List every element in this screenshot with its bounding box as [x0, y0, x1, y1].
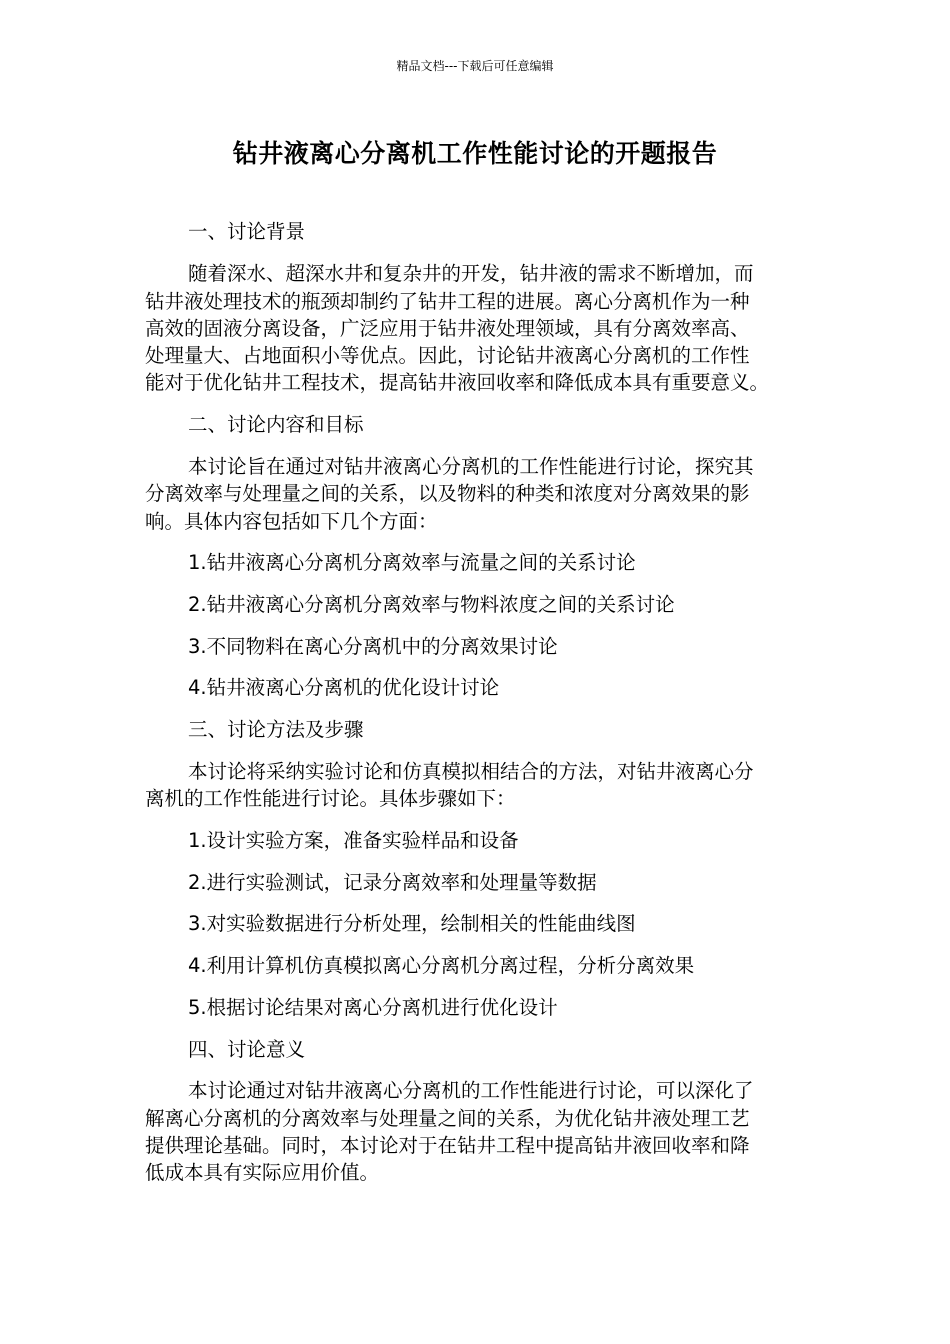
paragraph-line: 处理量大、占地面积小等优点。因此，讨论钻井液离心分离机的工作性 [145, 344, 750, 367]
section-heading: 二、讨论内容和目标 [188, 413, 364, 436]
list-item: 1.钻井液离心分离机分离效率与流量之间的关系讨论 [188, 551, 636, 574]
paragraph-line: 本讨论通过对钻井液离心分离机的工作性能进行讨论，可以深化了 [188, 1079, 754, 1102]
paragraph-line: 响。具体内容包括如下几个方面： [145, 510, 438, 533]
list-item: 3.不同物料在离心分离机中的分离效果讨论 [188, 635, 558, 658]
paragraph-line: 高效的固液分离设备，广泛应用于钻井液处理领域，具有分离效率高、 [145, 317, 750, 340]
paragraph-line: 提供理论基础。同时，本讨论对于在钻井工程中提高钻井液回收率和降 [145, 1134, 750, 1157]
paragraph-line: 离机的工作性能进行讨论。具体步骤如下： [145, 787, 516, 810]
list-item: 3.对实验数据进行分析处理，绘制相关的性能曲线图 [188, 912, 636, 935]
list-item: 4.利用计算机仿真模拟离心分离机分离过程，分析分离效果 [188, 954, 695, 977]
section-heading: 三、讨论方法及步骤 [188, 718, 364, 741]
paragraph-line: 能对于优化钻井工程技术，提高钻井液回收率和降低成本具有重要意义。 [145, 371, 770, 394]
paragraph-line: 本讨论将采纳实验讨论和仿真模拟相结合的方法，对钻井液离心分 [188, 760, 754, 783]
section-heading: 一、讨论背景 [188, 220, 306, 243]
paragraph-line: 随着深水、超深水井和复杂井的开发，钻井液的需求不断增加，而 [188, 262, 754, 285]
document-title: 钻井液离心分离机工作性能讨论的开题报告 [232, 139, 718, 168]
page-header: 精品文档---下载后可任意编辑 [396, 59, 554, 73]
list-item: 4.钻井液离心分离机的优化设计讨论 [188, 676, 500, 699]
list-item: 5.根据讨论结果对离心分离机进行优化设计 [188, 996, 558, 1019]
list-item: 2.进行实验测试，记录分离效率和处理量等数据 [188, 871, 597, 894]
paragraph-line: 分离效率与处理量之间的关系，以及物料的种类和浓度对分离效果的影 [145, 482, 750, 505]
list-item: 2.钻井液离心分离机分离效率与物料浓度之间的关系讨论 [188, 593, 675, 616]
list-item: 1.设计实验方案，准备实验样品和设备 [188, 829, 519, 852]
paragraph-line: 钻井液处理技术的瓶颈却制约了钻井工程的进展。离心分离机作为一种 [145, 290, 750, 313]
paragraph-line: 本讨论旨在通过对钻井液离心分离机的工作性能进行讨论，探究其 [188, 455, 754, 478]
paragraph-line: 解离心分离机的分离效率与处理量之间的关系，为优化钻井液处理工艺 [145, 1107, 750, 1130]
paragraph-line: 低成本具有实际应用价值。 [145, 1161, 380, 1184]
section-heading: 四、讨论意义 [188, 1038, 306, 1061]
